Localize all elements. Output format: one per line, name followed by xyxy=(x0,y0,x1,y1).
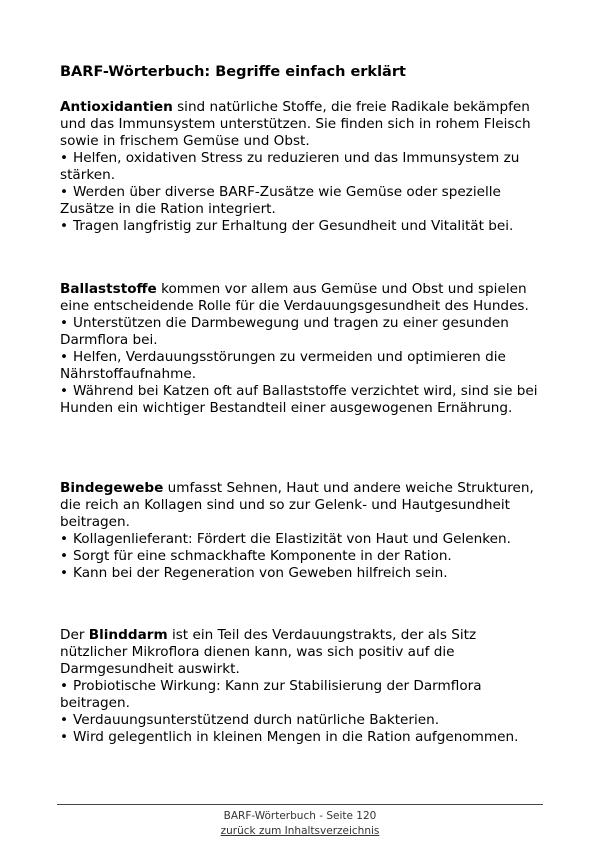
glossary-entry-blinddarm xyxy=(60,627,542,746)
bullet-item: • Wird gelegentlich in kleinen Mengen in die Ration aufgenommen. xyxy=(60,729,542,746)
entry-lead xyxy=(60,281,542,315)
bullet-item: • Kollagenlieferant: Fördert die Elastizität von Haut und Gelenken. xyxy=(60,531,542,548)
entry-term: Antioxidantien xyxy=(60,99,173,115)
bullet-item: • Werden über diverse BARF-Zusätze wie Gemüse oder spezielle Zusätze in die Ration integriert. xyxy=(60,184,542,218)
glossary-entry-bindegewebe xyxy=(60,480,542,582)
bullet-item: • Unterstützen die Darmbewegung und tragen zu einer gesunden Darmflora bei. xyxy=(60,315,542,349)
toc-link[interactable]: zurück zum Inhaltsverzeichnis xyxy=(220,825,380,837)
bullet-item: • Kann bei der Regeneration von Geweben hilfreich sein. xyxy=(60,565,542,582)
footer-divider xyxy=(57,804,543,805)
entry-term: Bindegewebe xyxy=(60,480,164,496)
page-title: BARF-Wörterbuch: Begriffe einfach erklärt xyxy=(60,64,406,80)
bullet-item: • Während bei Katzen oft auf Ballaststoffe verzichtet wird, sind sie bei Hunden ein wichtiger Bestandteil einer ausgewogenen Ernährung. xyxy=(60,383,542,417)
entry-term: Ballaststoffe xyxy=(60,281,157,297)
glossary-entry-ballaststoffe xyxy=(60,281,542,417)
footer-page-label: BARF-Wörterbuch - Seite 120 xyxy=(223,810,377,822)
entry-text: sind natürliche Stoffe, die freie Radikale bekämpfen und das Immunsystem unterstützen. Sie finden sich in rohem Fleisch sowie in frischem Gemüse und Obst. xyxy=(60,99,531,149)
entry-prefix: Der xyxy=(60,627,89,643)
entry-text: kommen vor allem aus Gemüse und Obst und spielen eine entscheidende Rolle für die Verdauungsgesundheit des Hundes. xyxy=(60,281,529,314)
glossary-entry-antioxidantien xyxy=(60,99,542,235)
entry-text: umfasst Sehnen, Haut und andere weiche Strukturen, die reich an Kollagen sind und so zur Gelenk- und Hautgesundheit beitragen. xyxy=(60,480,534,530)
footer-link-wrapper xyxy=(0,825,600,837)
bullet-item: • Verdauungsunterstützend durch natürliche Bakterien. xyxy=(60,712,542,729)
entry-lead xyxy=(60,627,542,678)
bullet-item: • Helfen, oxidativen Stress zu reduzieren und das Immunsystem zu stärken. xyxy=(60,150,542,184)
bullet-item: • Probiotische Wirkung: Kann zur Stabilisierung der Darmflora beitragen. xyxy=(60,678,542,712)
bullet-item: • Tragen langfristig zur Erhaltung der Gesundheit und Vitalität bei. xyxy=(60,218,542,235)
bullet-item: • Sorgt für eine schmackhafte Komponente in der Ration. xyxy=(60,548,542,565)
entry-lead xyxy=(60,480,542,531)
bullet-item: • Helfen, Verdauungsstörungen zu vermeiden und optimieren die Nährstoffaufnahme. xyxy=(60,349,542,383)
entry-text: ist ein Teil des Verdauungstrakts, der als Sitz nützlicher Mikroflora dienen kann, was sich positiv auf die Darmgesundheit auswirkt. xyxy=(60,627,477,677)
entry-lead xyxy=(60,99,542,150)
entry-term: Blinddarm xyxy=(88,627,168,643)
